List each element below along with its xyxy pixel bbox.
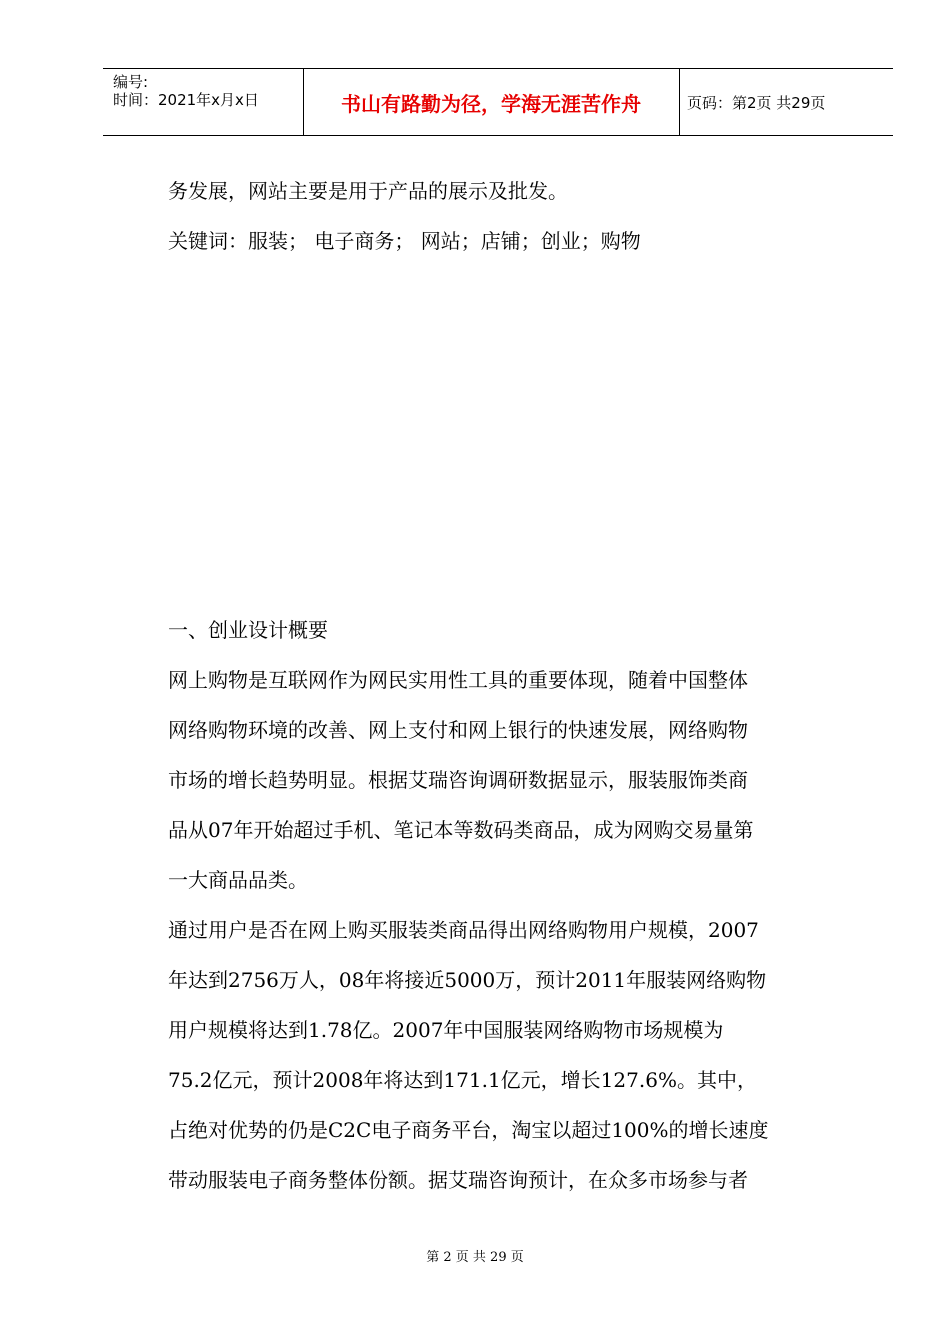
paragraph-continuation: 务发展，网站主要是用于产品的展示及批发。 — [168, 179, 568, 203]
text-line: 带动服装电子商务整体份额。据艾瑞咨询预计，在众多市场参与者 — [168, 1168, 748, 1192]
text-line: 网络购物环境的改善、网上支付和网上银行的快速发展，网络购物 — [168, 718, 748, 742]
page-footer: 第 2 页 共 29 页 — [426, 1250, 524, 1265]
page-header — [103, 68, 893, 136]
text-line: 一大商品品类。 — [168, 868, 308, 892]
text-line: 品从07年开始超过手机、笔记本等数码类商品，成为网购交易量第 — [168, 818, 754, 842]
blank-space — [168, 266, 834, 605]
keywords-line: 关键词：服装； 电子商务； 网站；店铺；创业；购物 — [168, 229, 641, 253]
header-slogan: 书山有路勤为径，学海无涯苦作舟 — [303, 69, 680, 135]
document-body — [168, 166, 834, 1205]
section-heading: 一、创业设计概要 — [168, 618, 328, 642]
number-label: 编号: — [113, 73, 149, 91]
header-page-info: 页码：第2页 共29页 — [687, 93, 826, 112]
text-line: 用户规模将达到1.78亿。2007年中国服装网络购物市场规模为 — [168, 1018, 724, 1042]
text-line: 75.2亿元，预计2008年将达到171.1亿元，增长127.6%。其中， — [168, 1068, 757, 1092]
text-line: 市场的增长趋势明显。根据艾瑞咨询调研数据显示，服装服饰类商 — [168, 768, 748, 792]
text-line: 占绝对优势的仍是C2C电子商务平台，淘宝以超过100%的增长速度 — [168, 1118, 769, 1142]
text-line: 通过用户是否在网上购买服装类商品得出网络购物用户规模，2007 — [168, 918, 759, 942]
text-line: 网上购物是互联网作为网民实用性工具的重要体现，随着中国整体 — [168, 668, 748, 692]
time-label: 时间：2021年x月x日 — [113, 91, 259, 109]
header-meta — [103, 69, 304, 135]
text-line: 年达到2756万人，08年将接近5000万，预计2011年服装网络购物 — [168, 968, 767, 992]
